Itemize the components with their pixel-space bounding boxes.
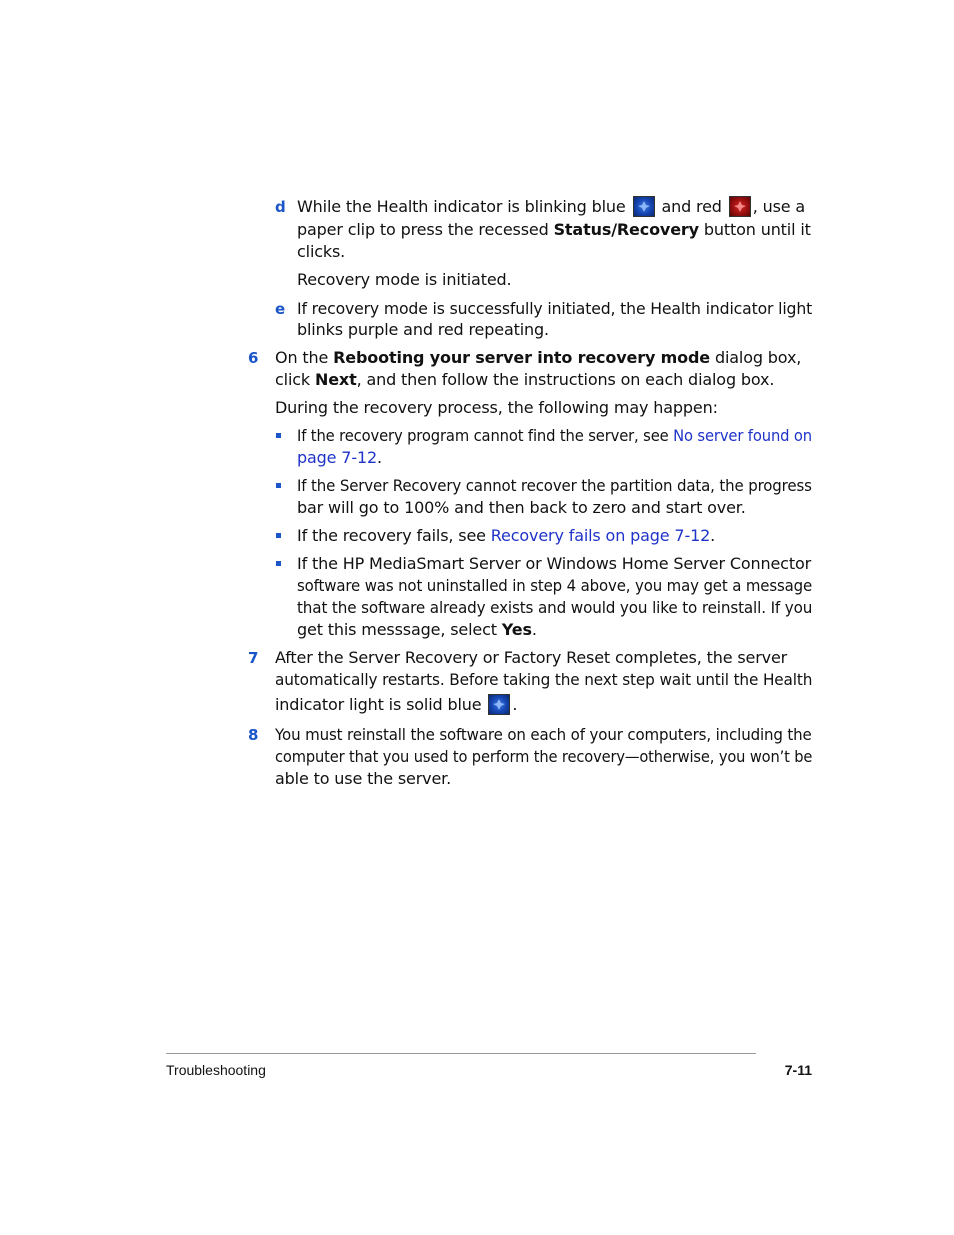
yes-option-name: Yes (501, 620, 532, 639)
step-7-line-1: After the Server Recovery or Factory Reset completes, the server (275, 648, 788, 667)
step-marker-d: d (275, 198, 286, 216)
bullet-2-line-1: If the Server Recovery cannot recover the partition data, the progress (297, 476, 812, 495)
step-e-line-2: blinks purple and red repeating. (297, 320, 549, 339)
bullet-4-line-4: get this messsage, select Yes. (297, 620, 537, 639)
no-server-found-link[interactable]: No server found on (673, 426, 813, 445)
no-server-found-page-link[interactable]: page 7-12 (297, 448, 378, 467)
step-e-line-1: If recovery mode is successfully initiated, the Health indicator light (297, 299, 813, 318)
bullet-4-line-2: software was not uninstalled in step 4 above, you may get a message (297, 576, 813, 595)
step-6-line-2: click Next, and then follow the instructions on each dialog box. (275, 370, 775, 389)
bullet-4-line-1: If the HP MediaSmart Server or Windows Home Server Connector (297, 554, 812, 573)
bullet-marker-4 (276, 561, 281, 566)
bullet-1-line-1: If the recovery program cannot find the server, see No server found on (297, 426, 813, 445)
step-marker-7: 7 (248, 649, 259, 667)
step-8-line-3: able to use the server. (275, 769, 452, 788)
next-button-name: Next (314, 370, 357, 389)
bullet-1-line-2: page 7-12. (297, 448, 382, 467)
bullet-marker-3 (276, 533, 281, 538)
step-marker-6: 6 (248, 349, 259, 367)
status-recovery-button-name: Status/Recovery (553, 220, 699, 239)
footer-section-title: Troubleshooting (166, 1062, 266, 1078)
step-marker-8: 8 (248, 726, 259, 744)
step-6-line-1: On the Rebooting your server into recovery mode dialog box, (275, 348, 802, 367)
step-7-line-3: indicator light is solid blue . (275, 695, 518, 714)
recovery-fails-link[interactable]: Recovery fails on page 7-12 (490, 526, 711, 545)
health-indicator-solid-blue-icon (488, 694, 510, 715)
health-indicator-blue-icon (633, 196, 655, 217)
footer-divider (166, 1053, 756, 1054)
step-8-line-2: computer that you used to perform the recovery—otherwise, you won’t be (275, 747, 813, 766)
bullet-4-line-3: that the software already exists and would you like to reinstall. If you (297, 598, 813, 617)
step-d-line-1: While the Health indicator is blinking blue and red , use a (297, 197, 806, 216)
bullet-marker-2 (276, 483, 281, 488)
bullet-3-line-1: If the recovery fails, see Recovery fails on page 7-12. (297, 526, 716, 545)
step-8-line-1: You must reinstall the software on each of your computers, including the (275, 725, 812, 744)
step-d-line-3: clicks. (297, 242, 346, 261)
dialog-name: Rebooting your server into recovery mode (333, 348, 711, 367)
step-d-line-2: paper clip to press the recessed Status/Recovery button until it (297, 220, 811, 239)
footer-page-number: 7-11 (784, 1062, 812, 1078)
step-6-intro: During the recovery process, the following may happen: (275, 398, 718, 417)
bullet-marker-1 (276, 433, 281, 438)
step-7-line-2: automatically restarts. Before taking the next step wait until the Health (275, 670, 813, 689)
step-marker-e: e (275, 300, 286, 318)
bullet-2-line-2: bar will go to 100% and then back to zero and start over. (297, 498, 746, 517)
health-indicator-red-icon (729, 196, 751, 217)
step-d-note: Recovery mode is initiated. (297, 270, 512, 289)
